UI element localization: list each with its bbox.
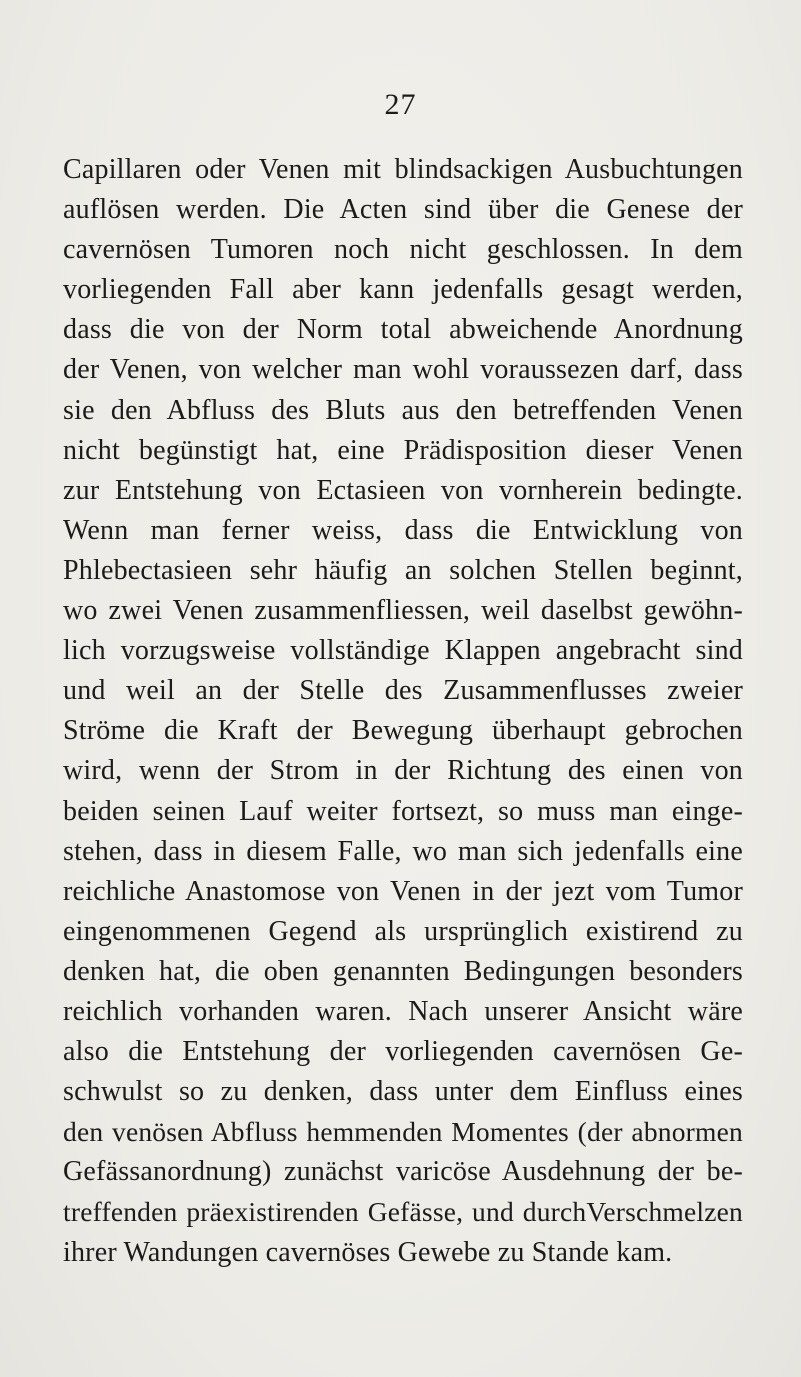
text-line: den venösen Abfluss hemmenden Momentes (der abnormen [63,1116,743,1148]
text-line: reichlich vorhanden waren. Nach unserer Ansicht wäre [63,995,743,1027]
text-line: reichliche Anastomose von Venen in der jezt vom Tumor [63,875,743,907]
text-line: auflösen werden. Die Acten sind über die Genese der [63,194,743,226]
text-line: beiden seinen Lauf weiter fortsezt, so muss man einge- [63,795,743,827]
text-line: cavernösen Tumoren noch nicht geschlossen. In dem [63,234,743,266]
text-line: schwulst so zu denken, dass unter dem Einfluss eines [63,1076,743,1108]
text-line: lich vorzugsweise vollständige Klappen angebracht sind [63,635,743,667]
text-line: Wenn man ferner weiss, dass die Entwicklung von [63,514,743,546]
text-line: eingenommenen Gegend als ursprünglich existirend zu [63,915,743,947]
text-line: Capillaren oder Venen mit blindsackigen Ausbuchtungen [63,154,743,185]
text-line: Phlebectasieen sehr häufig an solchen Stellen beginnt, [63,554,743,586]
text-line: stehen, dass in diesem Falle, wo man sich jedenfalls eine [63,835,743,867]
text-line: dass die von der Norm total abweichende Anordnung [63,314,743,346]
text-line: also die Entstehung der vorliegenden cavernösen Ge- [63,1036,743,1068]
text-line: treffenden präexistirenden Gefässe, und durchVerschmelzen [63,1196,743,1228]
text-line: denken hat, die oben genannten Bedingungen besonders [63,955,743,987]
text-line: wird, wenn der Strom in der Richtung des einen von [63,755,743,787]
page-number: 27 [384,88,417,121]
body-text [63,150,743,1273]
text-line: Ströme die Kraft der Bewegung überhaupt gebrochen [63,715,743,747]
text-line: ihrer Wandungen cavernöses Gewebe zu Stande kam. [63,1236,673,1268]
text-line: zur Entstehung von Ectasieen von vornherein bedingte. [63,474,743,506]
text-line: wo zwei Venen zusammenfliessen, weil daselbst gewöhn- [63,595,743,627]
text-line: Gefässanordnung) zunächst varicöse Ausdehnung der be- [63,1156,743,1188]
text-line: nicht begünstigt hat, eine Prädisposition dieser Venen [63,434,743,466]
text-line: der Venen, von welcher man wohl voraussezen darf, dass [63,354,743,386]
text-line: und weil an der Stelle des Zusammenflusses zweier [63,675,743,707]
text-line: vorliegenden Fall aber kann jedenfalls gesagt werden, [63,274,743,306]
text-line: sie den Abfluss des Bluts aus den betreffenden Venen [63,394,743,426]
